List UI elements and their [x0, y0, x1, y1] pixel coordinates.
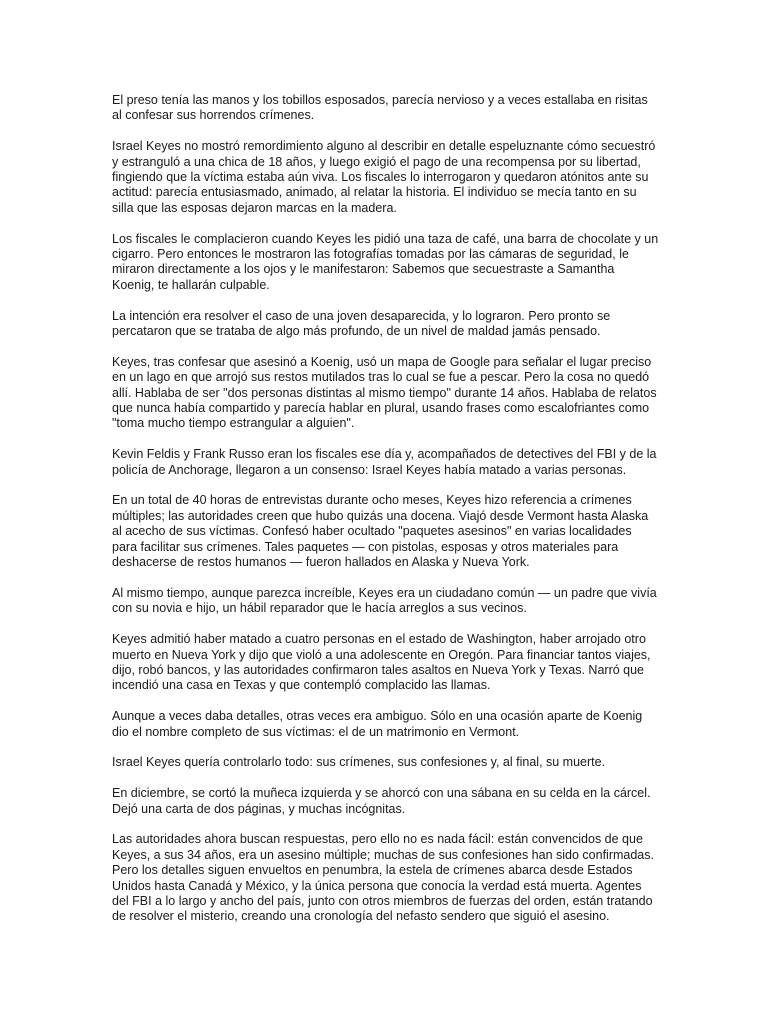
paragraph-8: Al mismo tiempo, aunque parezca increíble, Keyes era un ciudadano común — un padre que vivía con su novia e hijo, un hábil reparador que le hacía arreglos a sus vecinos.: [112, 585, 657, 616]
paragraph-12: En diciembre, se cortó la muñeca izquierda y se ahorcó con una sábana en su celda en la cárcel. Dejó una carta de dos páginas, y muchas incógnitas.: [112, 786, 651, 816]
paragraph-5: Keyes, tras confesar que asesinó a Koenig, usó un mapa de Google para señalar el lugar preciso en un lago en que arrojó sus restos mutilados tras lo cual se fue a pescar. Pero la cosa no quedó allí. Hablaba de ser "dos personas distintas al mismo tiempo" durante 14 años. Hablaba de relatos que nunca había compartido y parecía hablar en plural, usando frases como escalofriantes como "toma mucho tiempo estrangular a alguien".: [112, 354, 657, 431]
paragraph-10: Aunque a veces daba detalles, otras veces era ambiguo. Sólo en una ocasión aparte de Koenig dio el nombre completo de sus víctimas: el de un matrimonio en Vermont.: [112, 709, 643, 739]
paragraph-1: El preso tenía las manos y los tobillos esposados, parecía nervioso y a veces estallaba en risitas al confesar sus horrendos crímenes.: [112, 93, 648, 123]
paragraph-2: Israel Keyes no mostró remordimiento alguno al describir en detalle espeluznante cómo secuestró y estranguló a una chica de 18 años, y luego exigió el pago de una recompensa por su libertad, fingiendo que la víctima estaba aún viva. Los fiscales lo interrogaron y quedaron atónitos ante su actitud: parecía entusiasmado, animado, al relatar la historia. El individuo se mecía tanto en su silla que las esposas dejaron marcas en la madera.: [112, 139, 656, 215]
paragraph-11: Israel Keyes quería controlarlo todo: sus crímenes, sus confesiones y, al final, su muerte.: [112, 755, 606, 770]
paragraph-4: La intención era resolver el caso de una joven desaparecida, y lo lograron. Pero pronto se percataron que se trataba de algo más profundo, de un nivel de maldad jamás pensado.: [112, 308, 611, 339]
paragraph-7: En un total de 40 horas de entrevistas durante ocho meses, Keyes hizo referencia a crímenes múltiples; las autoridades creen que hubo quizás una docena. Viajó desde Vermont hasta Alaska al acecho de sus víctimas. Confesó haber ocultado "paquetes asesinos" en varias localidades para facilitar sus crímenes. Tales paquetes — con pistolas, esposas y otros materiales para deshacerse de restos humanos — fueron hallados en Alaska y Nueva York.: [112, 493, 649, 570]
paragraph-3: Los fiscales le complacieron cuando Keyes les pidió una taza de café, una barra de chocolate y un cigarro. Pero entonces le mostraron las fotografías tomadas por las cámaras de seguridad, le miraron directamente a los ojos y le manifestaron: Sabemos que secuestraste a Samantha Koenig, te hallarán culpable.: [112, 231, 659, 292]
article-body: [112, 93, 660, 940]
paragraph-13: Las autoridades ahora buscan respuestas, pero ello no es nada fácil: están convencidos de que Keyes, a sus 34 años, era un asesino múltiple; muchas de sus confesiones han sido confirmadas. Pero los detalles siguen envueltos en penumbra, la estela de crímenes abarca desde Estados Unidos hasta Canadá y México, y la única persona que conocía la verdad está muerta. Agentes del FBI a lo largo y ancho del país, junto con otros miembros de fuerzas del orden, están tratando de resolver el misterio, creando una cronología del nefasto sendero que siguió el asesino.: [112, 832, 654, 924]
paragraph-6: Kevin Feldis y Frank Russo eran los fiscales ese día y, acompañados de detectives del FBI y de la policía de Anchorage, llegaron a un consenso: Israel Keyes había matado a varias personas.: [112, 447, 657, 477]
paragraph-9: Keyes admitió haber matado a cuatro personas en el estado de Washington, haber arrojado otro muerto en Nueva York y dijo que violó a una adolescente en Oregón. Para financiar tantos viajes, dijo, robó bancos, y las autoridades confirmaron tales asaltos en Nueva York y Texas. Narró que incendió una casa en Texas y que contempló complacido las llamas.: [112, 632, 651, 693]
